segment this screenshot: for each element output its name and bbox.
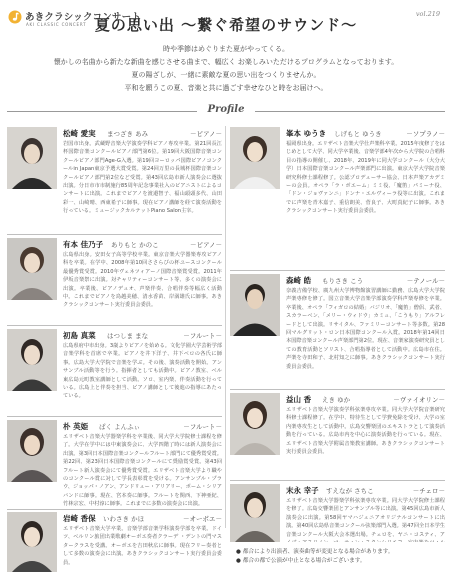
- performer-header: [63, 421, 222, 431]
- intro-text: [40, 43, 412, 95]
- column-divider: [225, 126, 226, 528]
- performer-reading: もりさき こう: [322, 276, 364, 285]
- performer-card: [7, 238, 222, 322]
- performer-card: [230, 484, 445, 542]
- performer-instrument: －ピアノ－: [190, 240, 222, 249]
- performer-header: [63, 330, 222, 340]
- performer-reading: すえなが さちこ: [326, 486, 374, 495]
- section-divider: [7, 234, 222, 235]
- note-text: 都合の都で公演が中止となる場合がございます。: [242, 558, 366, 564]
- performer-card: [230, 127, 445, 267]
- performer-card: [7, 127, 222, 232]
- performer-name: 松崎 愛実: [63, 129, 96, 138]
- intro-line: 平和を願うこの夏、音楽と共に過ごす幸せなひと時をお届けへ。: [124, 84, 328, 92]
- performer-bio: エリザベト音楽大学演奏学科弦楽専攻卒業。同大学大学院音楽研究科修士課程修了。在学中、特待生として学費免除を受け、大学の室内楽専攻生として活動中。広島交響楽団のエキストラとして演奏活動を行っている。広島市内を中心に演奏活動を行っている。現在、エリザベト音楽大学附属音楽教室講師。あきクラシックコンサート実行委員会委員。: [286, 407, 445, 456]
- performer-instrument: －ヴァイオリン－: [393, 395, 445, 404]
- volume-number: vol.219: [415, 10, 440, 18]
- performer-name: 朴 英姫: [63, 422, 89, 431]
- performer-instrument: －チェロ－: [412, 486, 445, 495]
- heading-rule-right: [255, 111, 445, 112]
- performer-header: [63, 128, 222, 138]
- performer-bio: 広島県出身。安田女子高等学校卒業。東京音楽大学器楽専攻ピアノ科を卒業。在学中、2008年第10回ささらびの杯ユースコンクール最優秀賞受賞。2010年ヴェネツィアーノ国際音楽賞受賞。2011年伊坂音楽祭に出演。対チャリティーコンサート等、多くの演奏会に出演。卒業後、ピアノデュオ、声楽伴奏、合唱伴奏等幅広く活動中。これまでピアノを鳥越美穂、清水香苗、岸満雄氏に師事。あきクラシックコンサート実行委員会委員。: [63, 252, 222, 309]
- performer-name: 初島 真菜: [63, 331, 96, 340]
- performer-name: 岩崎 香保: [63, 514, 96, 523]
- performer-reading: しげもと ゆうき: [334, 129, 382, 138]
- performer-header: [286, 275, 445, 285]
- performer-photo: [7, 238, 57, 300]
- performer-instrument: －オーボエ－: [183, 514, 222, 523]
- performer-instrument: －ピアノ－: [190, 129, 222, 138]
- performer-header: [286, 394, 445, 404]
- performer-photo: [230, 484, 280, 542]
- performer-card: [7, 329, 222, 413]
- note-text: 都合により出演者、演奏曲等が変更となる場合があります。: [242, 549, 394, 555]
- performer-reading: ありもと かのこ: [111, 240, 159, 249]
- performer-photo: [230, 127, 280, 189]
- performer-photo: [230, 393, 280, 455]
- performer-name: 峯本 ゆうき: [286, 129, 327, 138]
- performer-name: 森崎 皓: [286, 276, 312, 285]
- section-divider: [7, 416, 222, 417]
- performer-photo: [7, 512, 57, 572]
- performer-instrument: －ソプラノ－: [406, 129, 445, 138]
- profile-heading: [0, 104, 452, 118]
- performer-bio: 福岡県出身。エリザベト音楽大学仕声楽科卒業。2015年度修了をはじめとして大学、同大学卒業後、音楽学部4年次から大学院の合唱科目の指導の開催し、2018年、2019年に同大学コンクール（大分大学）日本国際音楽コンクール声楽部門に出演。東京大学大学院音楽研究科修士課程修了。公認プロデューサー協会、日本声楽アカデミーの会員。オペラ「ラ・ボエーム」ミミ役、「魔笛」パミーナ役、「ドン・ジョヴァンニ」ドンナ・エルヴィーラ役等に出演。これまでに声楽を青木嘉子、重信朗美、菅良子、大町真紀子に師事。あきクラシックコンサート実行委員会委員。: [286, 141, 445, 215]
- performer-reading: いわさき かほ: [103, 514, 145, 523]
- performer-instrument: －フルート－: [183, 422, 222, 431]
- intro-line: 夏の陽ざしが、一緒に素敵な夏の思い出をつくりませんか。: [131, 71, 321, 79]
- note-item: [236, 548, 446, 557]
- logo-text: あきクラシックコンサート: [25, 12, 142, 23]
- intro-line: 懐かしの名曲から新たな新曲を感じさせる曲まで、幅広く お楽しみいただけるプログラムとなっております。: [53, 58, 399, 66]
- performer-reading: えき ゆか: [322, 395, 351, 404]
- performer-header: [63, 513, 222, 523]
- performer-card: [230, 274, 445, 386]
- performer-instrument: －フルート－: [183, 331, 222, 340]
- performer-card: [230, 393, 445, 477]
- notes: [236, 548, 446, 566]
- performer-name: 末永 幸子: [286, 486, 319, 495]
- bullet-icon: ●: [236, 549, 241, 555]
- section-divider: [7, 325, 222, 326]
- performer-card: [7, 512, 222, 574]
- performer-reading: ぱく よんふぃ: [99, 422, 141, 431]
- bullet-icon: ●: [236, 558, 241, 564]
- section-divider: [230, 480, 445, 481]
- performer-bio: エリザベト音楽大学器楽学科弦楽専攻卒業。同大学大学院修士課程を修了。広島交響楽団とアンサンブル等に出演。第45回広島市新人演奏会に出演。第58回ヤマハジュニアオリジナルコンサートに出演。第40回広島県音楽コンクール弦楽部門入選。第47回全日本学生音楽コンクール大阪大会本選出場。チェロを、ヤニ・コスティ、ア: [286, 498, 445, 538]
- performer-bio: 奈義吉備学校、廣九州大学博物館演習講師に勤務、広島大学大学院 声楽専修を修了。国立音楽大学音楽学部演奏学科声楽専修を卒業。卒業後、オペラ「フィガロの結婚」バジリオ、「魔笛」僧侶、武者、スカラーベン、「メリー・ウィドウ」カミュ、「こうもり」アルフレードとして出演。リサイタル、ファミリーコンサート等多数。第28回マルグリット・ロン日本国際コンクール入賞。2018年第14回日本国際音楽コンクール声楽部門第2位。現在、音楽家演奏研究員としての教育活動とソリスト、合唱指導者として活動中。広島市在住。声楽を寺田和子、北村知之に師事。あきクラシックコンサート実行委員会委員。: [286, 288, 445, 370]
- section-divider: [7, 509, 222, 510]
- page-title: 夏の思い出 ～繋ぐ希望のサウンド～: [94, 16, 358, 34]
- performer-name: 有本 佳乃子: [63, 240, 104, 249]
- section-divider: [230, 389, 445, 390]
- performer-header: [286, 485, 445, 495]
- performer-name: 益山 香: [286, 395, 312, 404]
- performer-photo: [7, 420, 57, 482]
- performer-bio: 広島県府中市出身。3歳よりピアノを始める。文化学園大学芸術学部音楽学科を首席で卒業。ピアノを井下洋子、井下ベロの各氏に師事。広島大学大学院で音楽を学ぶ。その後、演奏活動を開始。アンサンブル活動等を行う。指揮者としても活動中。ピアノ教室、ベル東広島元町教室講師として活動。ソロ、室内楽、伴奏活動を行っている。広島上と伴奏を担当、ピアノ講師として後進の指導にあたっている。: [63, 343, 222, 400]
- performer-header: [286, 128, 445, 138]
- section-divider: [230, 270, 445, 271]
- performer-card: [7, 420, 222, 507]
- performer-reading: まつざき あみ: [107, 129, 149, 138]
- logo-subtitle: AKI CLASSIC CONCERT: [26, 22, 87, 27]
- profile-heading-label: Profile: [207, 104, 245, 115]
- performer-header: [63, 239, 222, 249]
- performer-instrument: －テノール－: [406, 276, 445, 285]
- note-item: [236, 557, 446, 566]
- performer-bio: エリザベト音楽大学卒業。音楽学部音楽学科演奏学部を卒業。ドイツ、ベルリン旅団出業歌劇オーボエ奏者クラーデ ・デントの門マスタークラスを受講。オーボエを吉田秋広に師事。現在フリー奏者として多数の演奏会に出演。あきクラシックコンサート実行委員会委員。: [63, 526, 222, 566]
- performer-photo: [7, 127, 57, 189]
- performer-bio: エリザベト音楽大学器楽学科を卒業後、同大学大学院修士課程を修了。大学在学中には中東演奏会に、大学四階了時には新人演奏会に出演。第3回日本国際音楽コンクールフルート部門にて優秀賞受賞。第22回、第23回日本国際音楽コンクールにて奨励賞受賞。第43回フルート新人演奏会にて優秀賞受賞。エリザベト音楽大学より職やのコンクール賞に対して学長表彰賞を受ける。アンサンブル・プラウ、ジョッパ・ノアン、アンドリュー・アリアリー、ボーム・シリアバンドに師事。現在、宮本奏に師事。フルートを関西、下神亜紀、竹林宗宏、中村淳に師事。これまでに多数の演奏会に出演。: [63, 434, 222, 507]
- performer-photo: [7, 329, 57, 391]
- performer-bio: 岩国市出身。武蔵野音楽大学演奏学科ピアノ専攻卒業。第21回長江杯国際音楽コンクールピアノ部門第6位。第19回大阪国際音楽コンクールピアノ部門Age-G入選。第19回ヨーロッパ国際ピアノコンクールin Japan東京予選大賞受賞。第24回万里の長城杯国際音楽コンクールピアノ部門第2位など受賞。第43回広島市新人演奏会に選抜出演。分日市市市制施行85周年記念事業社入のピアニストによるコンサートに出演。これまでピアノを渡邉智子、福山頭頭多代、山田彩一、山崎晴、西東希子に師事。現在ピアノ講師を経て演奏活動を行っている。ミュージックカルテットPiano Salon主宰。: [63, 141, 222, 215]
- performer-photo: [230, 274, 280, 336]
- performer-reading: はつしま まな: [107, 331, 149, 340]
- intro-line: 時や季節はめぐりまた夏がやってくる。: [163, 45, 289, 53]
